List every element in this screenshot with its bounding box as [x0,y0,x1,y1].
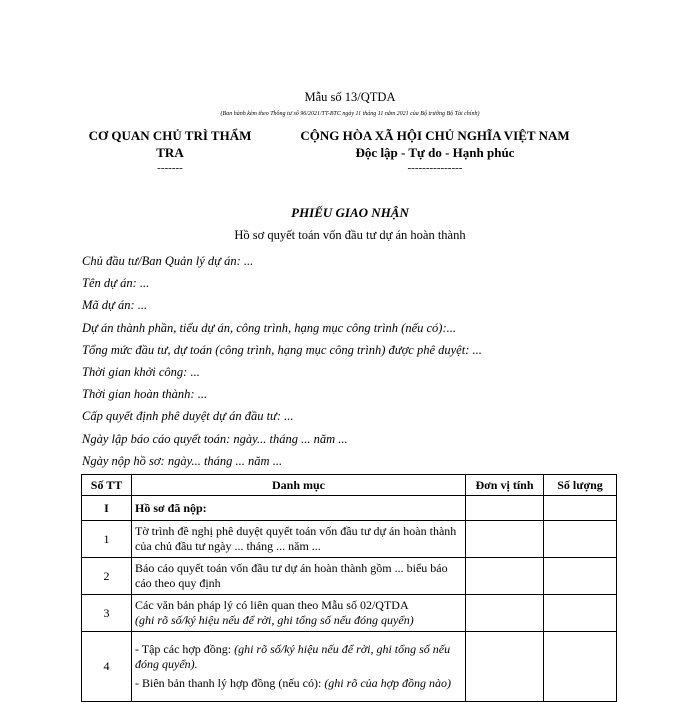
form-number: Mẫu số 13/QTDA [304,90,396,104]
field-submission-date: Ngày nộp hồ sơ: ngày... tháng ... năm ... [82,453,283,468]
field-project-code: Mã dự án: ... [82,298,148,313]
header-item: Danh mục [132,475,466,496]
row-text: Tờ trình đề nghị phê duyệt quyết toán vốn đầu tư dự án hoàn thành của chủ đầu tư ngày ... tháng ... năm ... [132,521,466,558]
row-text: Báo cáo quyết toán vốn đầu tư dự án hoàn thành gồm ... biểu báo cáo theo quy định [132,558,466,595]
row-text: Các văn bản pháp lý có liên quan theo Mẫu số 02/QTDA [135,598,409,612]
row-line [135,642,462,672]
table-cell [544,521,617,558]
agency-name: CƠ QUAN CHỦ TRÌ THẨM TRA [88,128,252,160]
national-header [275,127,595,175]
table-row [82,558,617,595]
field-investor: Chủ đầu tư/Ban Quản lý dự án: ... [82,254,254,268]
row-text-cell [132,595,466,632]
row-note: (ghi rõ số/ký hiệu nếu để rời, ghi tổng số nếu đóng quyển) [135,613,414,627]
table-header-row [82,475,617,496]
row-note: (ghi rõ của hợp đồng nào) [324,676,452,690]
field-report-date: Ngày lập báo cáo quyết toán: ngày... tháng ... năm ... [82,431,348,446]
section-number: I [82,496,132,521]
document-title: PHIẾU GIAO NHẬN [291,205,409,220]
row-text-cell [132,632,466,702]
table-row [82,595,617,632]
table-cell [544,496,617,521]
agency-block [80,127,260,175]
table-cell [466,496,544,521]
issued-under-note: (Ban hành kèm theo Thông tư số 96/2021/TT-BTC ngày 11 tháng 11 năm 2021 của Bộ trưởng Bộ Tài chính) [220,111,480,117]
table-row [82,521,617,558]
table-cell [466,595,544,632]
field-start-date: Thời gian khởi công: ... [82,364,200,379]
section-label: Hồ sơ đã nộp: [132,496,466,521]
table-cell [544,595,617,632]
row-number: 1 [82,521,132,558]
field-sub-project: Dự án thành phần, tiểu dự án, công trình, hạng mục công trình (nếu có):... [82,320,457,335]
header-unit: Đơn vị tính [466,475,544,496]
table-cell [544,558,617,595]
field-project-name: Tên dự án: ... [82,276,150,291]
row-text: - Biên bản thanh lý hợp đồng (nếu có): [135,676,325,690]
row-number: 4 [82,632,132,702]
row-line [135,676,462,691]
row-number: 2 [82,558,132,595]
header-no: Số TT [82,475,132,496]
row-text: - Tập các hợp đồng: [135,642,235,656]
table-row [82,632,617,702]
table-cell [544,632,617,702]
field-total-investment: Tổng mức đầu tư, dự toán (công trình, hạng mục công trình) được phê duyệt: ... [82,342,482,357]
motto-rule: --------------- [407,162,463,174]
field-completion-date: Thời gian hoàn thành: ... [82,387,208,402]
table-cell [466,558,544,595]
document-subtitle: Hồ sơ quyết toán vốn đầu tư dự án hoàn thành [234,228,466,242]
agency-rule: ------- [157,162,183,174]
table-section-row [82,496,617,521]
table-cell [466,521,544,558]
table-cell [466,632,544,702]
nation-name: CỘNG HÒA XÃ HỘI CHỦ NGHĨA VIỆT NAM [300,128,570,143]
project-fields [82,250,642,472]
motto: Độc lập - Tự do - Hạnh phúc [355,145,515,160]
header-quantity: Số lượng [544,475,617,496]
document-table [81,474,617,702]
row-number: 3 [82,595,132,632]
field-approval-level: Cấp quyết định phê duyệt dự án đầu tư: ... [82,409,294,424]
row-note: (ghi rõ số/ký hiệu nếu để rời, ghi tổng số nếu đóng quyển). [135,642,451,671]
